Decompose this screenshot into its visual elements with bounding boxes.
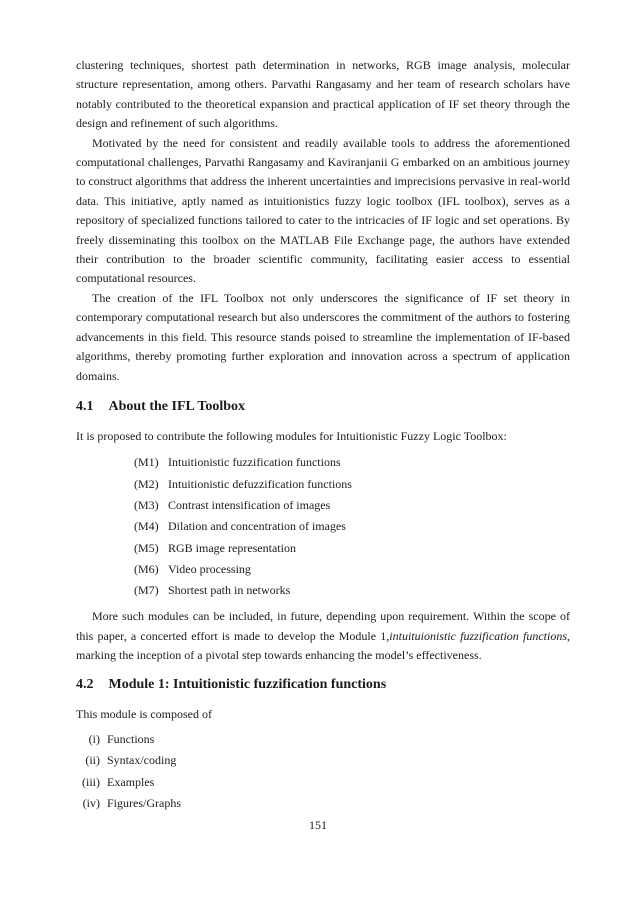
list-item xyxy=(134,538,570,559)
list-item-label: (M5) xyxy=(134,540,159,555)
list-item-label: (M3) xyxy=(134,497,159,512)
module-list xyxy=(134,452,570,601)
outro-text: More such modules can be included, in future, depending upon requirement. Within the scope of this paper, a concerted effort is made to develop the Module 1, xyxy=(76,609,570,643)
list-item xyxy=(134,452,570,473)
list-item-text: Shortest path in networks xyxy=(168,583,291,598)
section-4-1-outro xyxy=(76,607,570,665)
list-item-label: (M4) xyxy=(134,519,159,534)
list-item-text: Examples xyxy=(107,774,155,789)
outro-italic-text: intuituionistic fuzzification functions xyxy=(389,628,567,643)
section-title: Module 1: Intuitionistic fuzzification functions xyxy=(108,676,387,692)
list-item-label: (iv) xyxy=(82,795,100,810)
section-heading-4-1 xyxy=(76,397,570,417)
list-item-label: (i) xyxy=(88,732,100,747)
list-item xyxy=(76,772,570,793)
list-item-text: Figures/Graphs xyxy=(107,795,181,810)
list-item-label: (M6) xyxy=(134,561,159,576)
outro-text: , marking the inception of a pivotal step towards enhancing the model’s effectiveness. xyxy=(76,628,570,663)
list-item-text: Video processing xyxy=(168,561,251,576)
list-item xyxy=(76,750,570,771)
component-list xyxy=(76,729,570,814)
list-item-text: Intuitionistic defuzzification functions xyxy=(168,476,352,491)
list-item xyxy=(134,474,570,495)
section-title: About the IFL Toolbox xyxy=(108,398,246,414)
list-item xyxy=(134,495,570,516)
list-item-label: (ii) xyxy=(85,753,100,768)
paragraph-creation: The creation of the IFL Toolbox not only underscores the significance of IF set theory in contemporary computational research but also underscores the commitment of the authors to fostering advancements in this field. This resource stands poised to streamline the implementation of IF-based algorithms, thereby promoting further exploration and innovation across a spectrum of application domains. xyxy=(76,290,570,383)
section-number: 4.1 xyxy=(76,398,94,414)
list-item-text: RGB image representation xyxy=(168,540,296,555)
paragraph-motivation: Motivated by the need for consistent and readily available tools to address the aforementioned computational challenges, Parvathi Rangasamy and Kaviranjanii G embarked on an ambitious journey to construct algorithms that address the inherent uncertainties and imprecisions pervasive in real-world data. This initiative, aptly named as intuitionistics fuzzy logic toolbox (IFL toolbox), serves as a repository of specialized functions tailored to cater to the intricacies of IF logic and set operations. By freely disseminating this toolbox on the MATLAB File Exchange page, the authors have extended their contribution to the broader scientific community, facilitating easier access to essential computational resources. xyxy=(76,135,570,286)
section-heading-4-2 xyxy=(76,675,570,695)
list-item-label: (M7) xyxy=(134,583,159,598)
section-4-1-intro: It is proposed to contribute the following modules for Intuitionistic Fuzzy Logic Toolbox: xyxy=(76,428,507,443)
section-4-2-intro: This module is composed of xyxy=(76,706,212,721)
list-item-text: Functions xyxy=(107,732,155,747)
list-item-text: Intuitionistic fuzzification functions xyxy=(168,455,341,470)
list-item-label: (M2) xyxy=(134,476,159,491)
list-item-text: Dilation and concentration of images xyxy=(168,519,346,534)
list-item xyxy=(134,559,570,580)
section-number: 4.2 xyxy=(76,676,94,692)
list-item xyxy=(134,516,570,537)
list-item xyxy=(76,729,570,750)
page-number: 151 xyxy=(309,818,327,832)
list-item-text: Contrast intensification of images xyxy=(168,497,331,512)
paragraph-continuation: clustering techniques, shortest path determination in networks, RGB image analysis, molecular structure representation, among others. Parvathi Rangasamy and her team of research scholars have notably contributed to the theoretical expansion and practical application of IF set theory through the design and refinement of such algorithms. xyxy=(76,58,570,131)
list-item-label: (M1) xyxy=(134,455,159,470)
list-item-text: Syntax/coding xyxy=(107,753,177,768)
page-content xyxy=(76,56,570,814)
list-item xyxy=(134,580,570,601)
list-item-label: (iii) xyxy=(82,774,100,789)
list-item xyxy=(76,793,570,814)
